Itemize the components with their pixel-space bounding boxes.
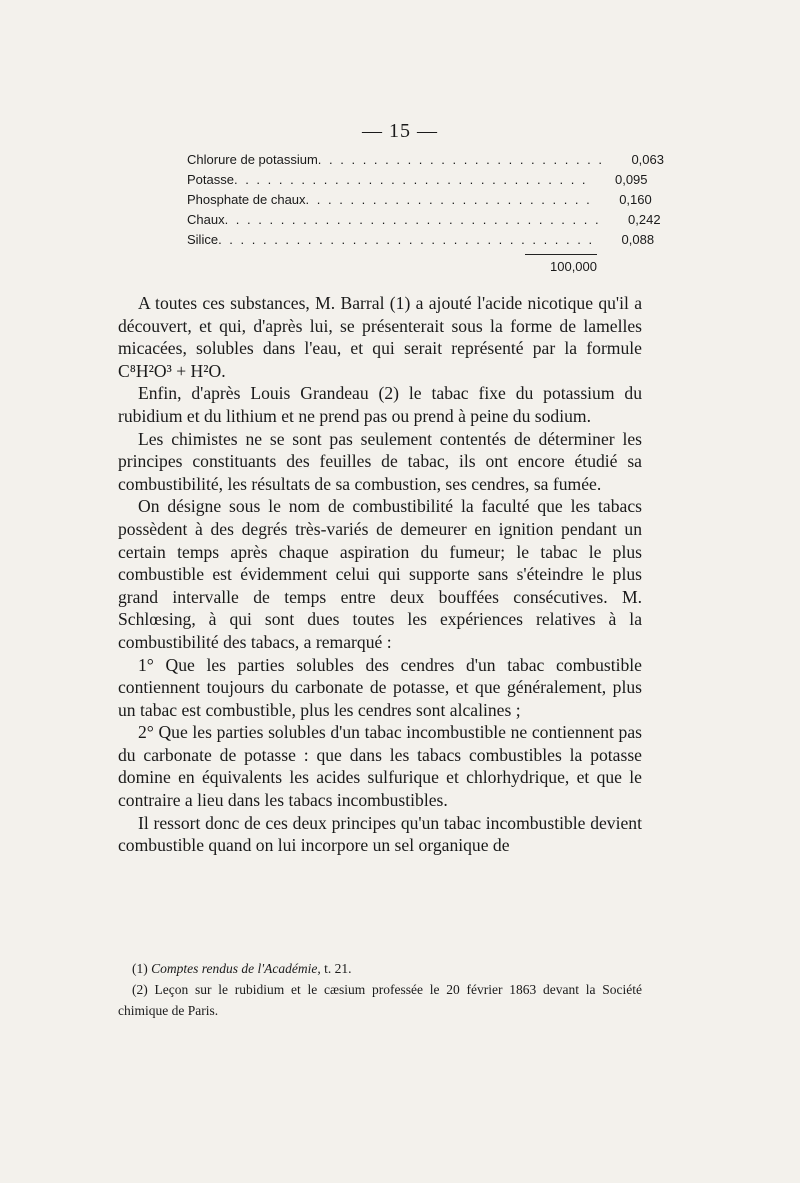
table-row [187,190,652,210]
footnote-1 [118,958,642,979]
composition-table [187,150,664,279]
table-row [187,170,648,190]
row-value: 0,063 [631,152,664,167]
leader-dots: . . . . . . . . . . . . . . . . . . . . . . . . . . . . . . . . [233,172,588,187]
row-value: 0,095 [614,172,648,187]
row-label: Phosphate de chaux [187,192,306,207]
paragraph: A toutes ces substances, M. Barral (1) a ajouté l'acide nicotique qu'il a découvert, et qui, d'après lui, se présenterait sous la forme de lamelles micacées, solubles dans l'eau, et qui serait représenté par la formule C⁸H²O³ + H²O. [118,293,642,381]
leader-dots: . . . . . . . . . . . . . . . . . . . . . . . . . . [305,192,592,207]
paragraph: On désigne sous le nom de combustibilité la faculté que les tabacs possèdent à des degrés très-variés de demeurer en ignition pendant un certain temps après chaque aspiration du fumeur; le tabac le plus combustible est évidemment celui qui supporte sans s'éteindre le plus grand intervalle de temps entre deux bouffées consécutives. M. Schlœsing, à qui sont dues toutes les expériences relatives à la combustibilité des tabacs, a remarqué : [118,496,642,652]
paragraph: 1° Que les parties solubles des cendres d'un tabac combustible contiennent toujours du carbonate de potasse, et que généralement, plus un tabac est combustible, plus les cendres sont alcalines ; [118,654,642,720]
table-total: 100,000 [550,259,597,274]
paragraph: Il ressort donc de ces deux principes qu'un tabac incombustible devient combustible quand on lui incorpore un sel organique de [118,812,642,856]
row-label: Chlorure de potassium [187,152,318,167]
footnote-2: (2) Leçon sur le rubidium et le cæsium professée le 20 février 1863 devant la Société chimique de Paris. [118,982,642,1018]
footnote-title: Comptes rendus de l'Académie [151,961,318,976]
leader-dots: . . . . . . . . . . . . . . . . . . . . . . . . . . . . . . . . . . [218,232,595,247]
footnote-marker: (1) [132,961,148,976]
page-number: — 15 — [362,120,438,142]
footnotes [118,958,642,1021]
footnote-rest: , t. 21. [317,961,352,976]
leader-dots: . . . . . . . . . . . . . . . . . . . . . . . . . . [317,152,604,167]
row-label: Potasse [187,172,234,187]
table-row [187,230,655,250]
table-row [187,150,664,170]
row-label: Chaux [187,212,225,227]
row-value: 0,160 [619,192,652,207]
body-text [118,292,642,857]
paragraph: 2° Que les parties solubles d'un tabac incombustible ne contiennent pas du carbonate de potasse : que dans les tabacs combustibles la potasse domine en équivalents les acides sulfurique et chlorhydrique, et que le contraire a lieu dans les tabacs incombustibles. [118,722,642,811]
leader-dots: . . . . . . . . . . . . . . . . . . . . . . . . . . . . . . . . . . [224,212,601,227]
row-value: 0,088 [621,232,655,247]
row-value: 0,242 [628,212,661,227]
paragraph: Enfin, d'après Louis Grandeau (2) le tabac fixe du potassium du rubidium et du lithium et ne prend pas ou prend à peine du sodium. [118,383,642,426]
paragraph: Les chimistes ne se sont pas seulement contentés de déterminer les principes constituants des feuilles de tabac, ils ont encore étudié sa combustibilité, les résultats de sa combustion, ses cendres, sa fumée. [118,428,642,494]
row-label: Silice [187,232,219,247]
table-row [187,210,661,230]
